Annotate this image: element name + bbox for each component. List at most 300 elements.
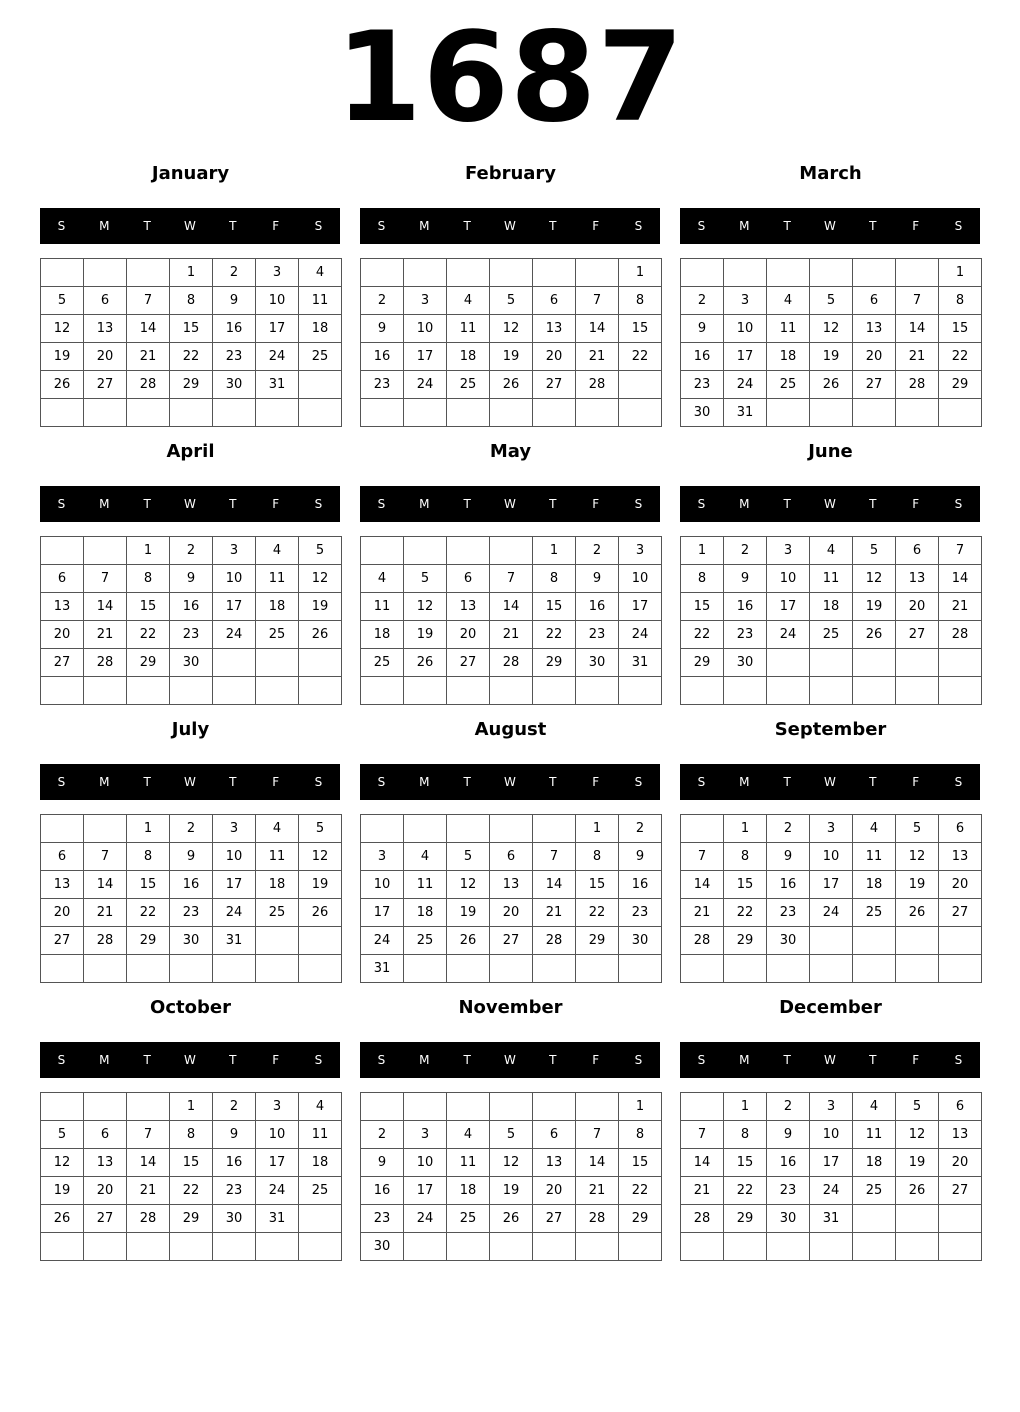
day-cell: 7	[576, 287, 619, 315]
day-cell: 13	[939, 1121, 982, 1149]
weekday-label: W	[184, 1053, 196, 1067]
empty-cell	[810, 955, 853, 983]
weekday-label: M	[99, 219, 110, 233]
empty-cell	[299, 927, 342, 955]
weekday-label: S	[954, 497, 963, 511]
month-name: September	[774, 719, 887, 740]
day-cell: 18	[853, 1149, 896, 1177]
month-name: August	[474, 719, 547, 740]
weekday-header	[40, 764, 340, 800]
day-cell: 16	[213, 315, 256, 343]
weekday-label: T	[229, 497, 237, 511]
empty-cell	[619, 955, 662, 983]
weekday-header	[40, 208, 340, 244]
day-cell: 6	[490, 843, 533, 871]
day-cell: 29	[724, 1205, 767, 1233]
week-row	[361, 287, 662, 315]
day-cell: 4	[404, 843, 447, 871]
weekday-label: M	[739, 497, 750, 511]
day-cell: 3	[404, 287, 447, 315]
weekday-label: S	[634, 775, 643, 789]
weekday-label: T	[463, 219, 471, 233]
weekday-label: S	[377, 1053, 386, 1067]
day-cell: 13	[84, 1149, 127, 1177]
empty-cell	[896, 399, 939, 427]
day-cell: 27	[896, 621, 939, 649]
day-cell: 24	[213, 899, 256, 927]
day-cell: 7	[127, 1121, 170, 1149]
day-cell: 23	[361, 371, 404, 399]
weekday-label: S	[697, 775, 706, 789]
day-cell: 8	[724, 1121, 767, 1149]
day-cell: 9	[213, 287, 256, 315]
day-cell: 8	[576, 843, 619, 871]
day-cell: 21	[127, 343, 170, 371]
day-grid	[40, 258, 342, 427]
day-cell: 29	[681, 649, 724, 677]
day-cell: 10	[767, 565, 810, 593]
month-name: November	[458, 997, 563, 1018]
weekday-label: W	[824, 1053, 836, 1067]
week-row	[361, 1121, 662, 1149]
day-cell: 20	[447, 621, 490, 649]
day-cell: 20	[533, 343, 576, 371]
empty-cell	[84, 1233, 127, 1261]
day-cell: 31	[724, 399, 767, 427]
empty-cell	[533, 955, 576, 983]
weekday-label: T	[463, 1053, 471, 1067]
empty-cell	[127, 955, 170, 983]
day-cell: 21	[533, 899, 576, 927]
weekday-label: F	[592, 219, 600, 233]
month-name: January	[151, 163, 230, 184]
day-cell: 15	[724, 1149, 767, 1177]
weekday-label: T	[869, 775, 877, 789]
empty-cell	[619, 677, 662, 705]
empty-cell	[84, 259, 127, 287]
week-row	[681, 955, 982, 983]
week-row	[681, 1233, 982, 1261]
day-cell: 26	[41, 1205, 84, 1233]
week-row	[361, 649, 662, 677]
weekday-label: S	[314, 219, 323, 233]
empty-cell	[361, 259, 404, 287]
day-cell: 12	[41, 315, 84, 343]
week-row	[681, 371, 982, 399]
day-cell: 11	[853, 1121, 896, 1149]
empty-cell	[256, 399, 299, 427]
day-cell: 27	[41, 927, 84, 955]
day-cell: 14	[576, 1149, 619, 1177]
day-cell: 31	[619, 649, 662, 677]
empty-cell	[896, 259, 939, 287]
empty-cell	[853, 399, 896, 427]
day-cell: 14	[896, 315, 939, 343]
empty-cell	[619, 399, 662, 427]
day-cell: 21	[576, 1177, 619, 1205]
day-cell: 25	[256, 899, 299, 927]
week-row	[681, 649, 982, 677]
empty-cell	[681, 1233, 724, 1261]
day-cell: 26	[896, 899, 939, 927]
weekday-label: M	[419, 497, 430, 511]
day-cell: 18	[767, 343, 810, 371]
day-cell: 9	[170, 565, 213, 593]
empty-cell	[896, 649, 939, 677]
day-cell: 1	[127, 537, 170, 565]
month-name: October	[150, 997, 231, 1018]
week-row	[361, 593, 662, 621]
day-cell: 29	[170, 371, 213, 399]
empty-cell	[41, 1093, 84, 1121]
day-cell: 24	[810, 1177, 853, 1205]
day-cell: 20	[41, 621, 84, 649]
day-grid	[360, 1092, 662, 1261]
empty-cell	[576, 677, 619, 705]
week-row	[361, 565, 662, 593]
day-cell: 23	[767, 1177, 810, 1205]
weekday-label: S	[954, 219, 963, 233]
day-cell: 18	[299, 1149, 342, 1177]
day-cell: 3	[256, 1093, 299, 1121]
day-cell: 1	[681, 537, 724, 565]
day-cell: 23	[213, 1177, 256, 1205]
day-cell: 30	[681, 399, 724, 427]
week-row	[361, 899, 662, 927]
day-cell: 12	[896, 1121, 939, 1149]
day-cell: 25	[447, 371, 490, 399]
day-cell: 12	[404, 593, 447, 621]
day-cell: 6	[939, 815, 982, 843]
empty-cell	[127, 399, 170, 427]
empty-cell	[213, 1233, 256, 1261]
empty-cell	[533, 259, 576, 287]
empty-cell	[41, 537, 84, 565]
day-cell: 3	[810, 1093, 853, 1121]
empty-cell	[404, 537, 447, 565]
weekday-label: S	[377, 497, 386, 511]
day-cell: 13	[939, 843, 982, 871]
day-cell: 21	[681, 1177, 724, 1205]
empty-cell	[361, 677, 404, 705]
day-cell: 8	[170, 287, 213, 315]
day-cell: 7	[896, 287, 939, 315]
week-row	[41, 1149, 342, 1177]
weekday-header	[40, 486, 340, 522]
empty-cell	[404, 815, 447, 843]
day-cell: 8	[170, 1121, 213, 1149]
day-cell: 6	[41, 565, 84, 593]
empty-cell	[767, 1233, 810, 1261]
day-cell: 11	[767, 315, 810, 343]
day-cell: 19	[896, 871, 939, 899]
day-cell: 20	[939, 871, 982, 899]
empty-cell	[853, 1233, 896, 1261]
day-cell: 21	[127, 1177, 170, 1205]
weekday-label: S	[634, 219, 643, 233]
month-name: June	[808, 441, 853, 462]
week-row	[41, 1121, 342, 1149]
weekday-label: W	[504, 1053, 516, 1067]
weekday-label: W	[824, 219, 836, 233]
month-name: May	[489, 441, 532, 462]
day-cell: 22	[939, 343, 982, 371]
week-row	[361, 1093, 662, 1121]
day-cell: 22	[619, 1177, 662, 1205]
week-row	[41, 1233, 342, 1261]
day-cell: 22	[724, 899, 767, 927]
day-cell: 19	[299, 593, 342, 621]
day-cell: 26	[490, 371, 533, 399]
day-cell: 13	[84, 315, 127, 343]
week-row	[41, 871, 342, 899]
weekday-label: T	[143, 1053, 151, 1067]
day-cell: 30	[213, 371, 256, 399]
week-row	[41, 259, 342, 287]
day-cell: 15	[127, 871, 170, 899]
empty-cell	[41, 1233, 84, 1261]
day-cell: 20	[41, 899, 84, 927]
day-cell: 1	[619, 1093, 662, 1121]
day-cell: 3	[724, 287, 767, 315]
week-row	[361, 371, 662, 399]
day-cell: 18	[299, 315, 342, 343]
day-cell: 15	[681, 593, 724, 621]
weekday-label: T	[463, 497, 471, 511]
day-cell: 8	[127, 843, 170, 871]
day-cell: 28	[84, 927, 127, 955]
week-row	[41, 955, 342, 983]
weekday-label: S	[377, 775, 386, 789]
day-cell: 17	[810, 871, 853, 899]
day-cell: 29	[127, 649, 170, 677]
weekday-label: F	[912, 219, 920, 233]
day-cell: 18	[810, 593, 853, 621]
day-cell: 11	[299, 287, 342, 315]
day-cell: 19	[490, 343, 533, 371]
week-row	[681, 677, 982, 705]
day-cell: 7	[576, 1121, 619, 1149]
day-cell: 6	[853, 287, 896, 315]
empty-cell	[170, 1233, 213, 1261]
day-cell: 8	[127, 565, 170, 593]
day-cell: 8	[681, 565, 724, 593]
day-cell: 10	[404, 1149, 447, 1177]
day-cell: 18	[447, 1177, 490, 1205]
empty-cell	[810, 1233, 853, 1261]
empty-cell	[939, 649, 982, 677]
week-row	[361, 259, 662, 287]
empty-cell	[939, 1233, 982, 1261]
day-cell: 27	[853, 371, 896, 399]
day-cell: 29	[724, 927, 767, 955]
day-cell: 20	[939, 1149, 982, 1177]
week-row	[361, 621, 662, 649]
day-cell: 2	[213, 1093, 256, 1121]
week-row	[41, 565, 342, 593]
day-cell: 29	[939, 371, 982, 399]
weekday-header	[680, 208, 980, 244]
day-cell: 1	[127, 815, 170, 843]
empty-cell	[724, 259, 767, 287]
empty-cell	[939, 927, 982, 955]
day-cell: 8	[533, 565, 576, 593]
day-cell: 14	[490, 593, 533, 621]
empty-cell	[404, 259, 447, 287]
empty-cell	[853, 649, 896, 677]
day-cell: 22	[170, 343, 213, 371]
day-cell: 10	[810, 843, 853, 871]
day-cell: 28	[490, 649, 533, 677]
day-cell: 26	[404, 649, 447, 677]
day-cell: 27	[533, 371, 576, 399]
day-cell: 24	[404, 371, 447, 399]
week-row	[681, 1205, 982, 1233]
day-cell: 8	[619, 1121, 662, 1149]
day-cell: 25	[447, 1205, 490, 1233]
day-cell: 5	[299, 537, 342, 565]
day-cell: 26	[299, 899, 342, 927]
month-name: December	[779, 997, 882, 1018]
day-cell: 8	[619, 287, 662, 315]
day-cell: 18	[404, 899, 447, 927]
day-cell: 5	[810, 287, 853, 315]
weekday-label: F	[912, 1053, 920, 1067]
day-cell: 4	[810, 537, 853, 565]
weekday-label: F	[592, 497, 600, 511]
week-row	[681, 565, 982, 593]
empty-cell	[490, 815, 533, 843]
day-cell: 6	[533, 287, 576, 315]
weekday-label: T	[783, 775, 791, 789]
day-cell: 13	[853, 315, 896, 343]
day-cell: 7	[681, 1121, 724, 1149]
empty-cell	[41, 259, 84, 287]
day-cell: 23	[361, 1205, 404, 1233]
week-row	[41, 899, 342, 927]
day-cell: 31	[213, 927, 256, 955]
empty-cell	[299, 649, 342, 677]
day-cell: 19	[41, 1177, 84, 1205]
day-cell: 21	[681, 899, 724, 927]
day-cell: 2	[170, 815, 213, 843]
day-grid	[360, 258, 662, 427]
empty-cell	[299, 1233, 342, 1261]
empty-cell	[84, 1093, 127, 1121]
day-cell: 10	[404, 315, 447, 343]
day-cell: 17	[361, 899, 404, 927]
empty-cell	[447, 1233, 490, 1261]
weekday-label: T	[869, 1053, 877, 1067]
empty-cell	[256, 955, 299, 983]
week-row	[681, 315, 982, 343]
day-cell: 8	[724, 843, 767, 871]
day-cell: 6	[84, 287, 127, 315]
day-cell: 23	[213, 343, 256, 371]
day-cell: 24	[256, 1177, 299, 1205]
empty-cell	[576, 955, 619, 983]
day-cell: 13	[533, 315, 576, 343]
week-row	[361, 815, 662, 843]
day-cell: 7	[490, 565, 533, 593]
day-cell: 1	[533, 537, 576, 565]
weekday-header	[360, 486, 660, 522]
week-row	[681, 927, 982, 955]
week-row	[361, 1233, 662, 1261]
weekday-label: M	[739, 1053, 750, 1067]
day-cell: 17	[404, 343, 447, 371]
weekday-label: S	[634, 1053, 643, 1067]
day-cell: 23	[576, 621, 619, 649]
weekday-label: T	[549, 775, 557, 789]
empty-cell	[447, 537, 490, 565]
day-cell: 3	[404, 1121, 447, 1149]
day-cell: 28	[896, 371, 939, 399]
empty-cell	[84, 399, 127, 427]
empty-cell	[533, 399, 576, 427]
empty-cell	[170, 677, 213, 705]
day-cell: 9	[681, 315, 724, 343]
day-cell: 9	[724, 565, 767, 593]
empty-cell	[490, 537, 533, 565]
week-row	[681, 1149, 982, 1177]
weekday-label: M	[419, 219, 430, 233]
day-cell: 4	[447, 1121, 490, 1149]
empty-cell	[939, 677, 982, 705]
day-cell: 27	[447, 649, 490, 677]
day-cell: 19	[41, 343, 84, 371]
day-grid	[40, 814, 342, 983]
empty-cell	[681, 259, 724, 287]
weekday-label: T	[229, 1053, 237, 1067]
day-cell: 14	[681, 871, 724, 899]
day-cell: 16	[170, 593, 213, 621]
day-cell: 12	[810, 315, 853, 343]
day-cell: 14	[681, 1149, 724, 1177]
day-cell: 5	[41, 287, 84, 315]
weekday-label: T	[549, 1053, 557, 1067]
empty-cell	[41, 955, 84, 983]
day-cell: 3	[619, 537, 662, 565]
week-row	[361, 1177, 662, 1205]
day-cell: 16	[361, 343, 404, 371]
day-cell: 5	[404, 565, 447, 593]
weekday-header	[360, 1042, 660, 1078]
day-cell: 18	[256, 871, 299, 899]
week-row	[41, 843, 342, 871]
day-cell: 21	[490, 621, 533, 649]
empty-cell	[853, 259, 896, 287]
weekday-label: S	[377, 219, 386, 233]
day-cell: 12	[896, 843, 939, 871]
day-cell: 11	[299, 1121, 342, 1149]
day-cell: 22	[533, 621, 576, 649]
day-cell: 4	[447, 287, 490, 315]
day-cell: 25	[853, 1177, 896, 1205]
day-cell: 6	[447, 565, 490, 593]
day-cell: 9	[361, 315, 404, 343]
empty-cell	[767, 399, 810, 427]
day-cell: 11	[256, 843, 299, 871]
day-cell: 21	[576, 343, 619, 371]
empty-cell	[127, 1093, 170, 1121]
day-cell: 10	[213, 843, 256, 871]
empty-cell	[447, 815, 490, 843]
day-cell: 27	[939, 899, 982, 927]
weekday-label: S	[954, 775, 963, 789]
day-cell: 9	[576, 565, 619, 593]
day-cell: 11	[447, 1149, 490, 1177]
